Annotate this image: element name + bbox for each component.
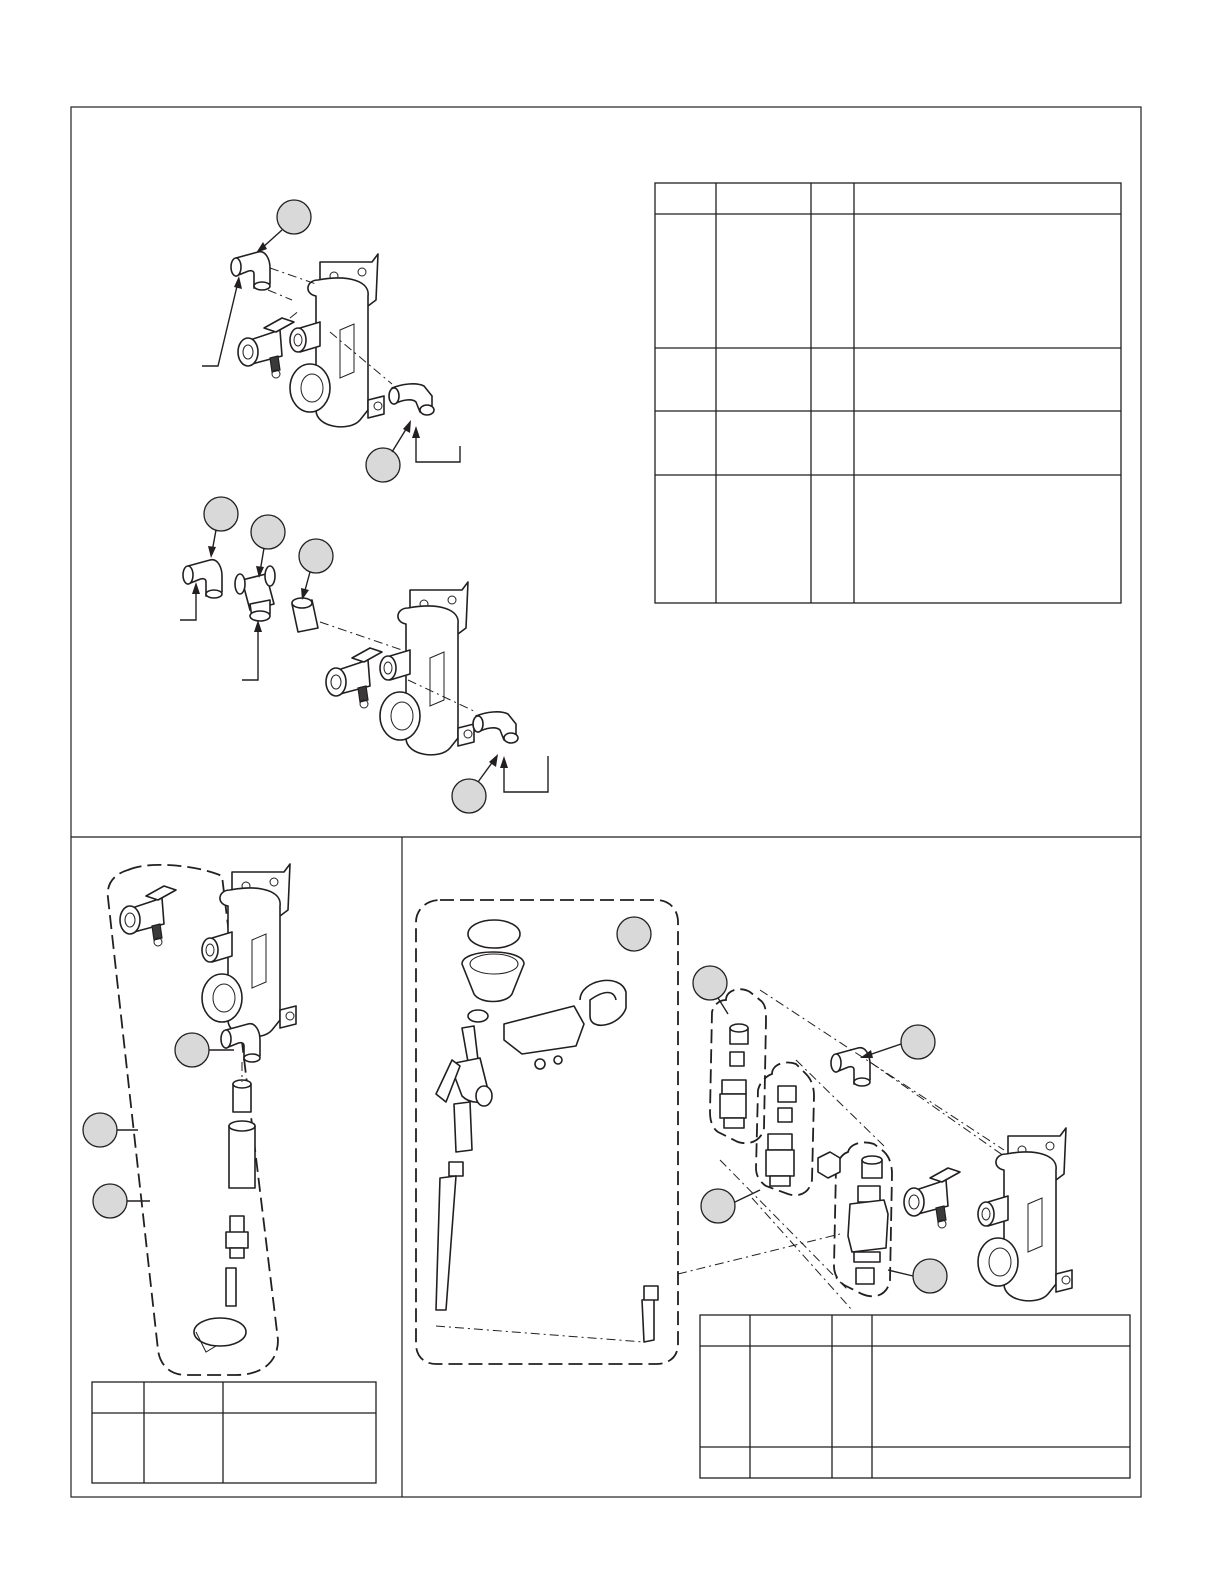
callout-balloon-2 — [366, 448, 400, 482]
pipe-clamp — [194, 1318, 246, 1352]
long-nipple — [229, 1121, 255, 1188]
elbow-fitting-6 — [831, 1048, 870, 1086]
callout-balloon-5 — [299, 539, 333, 573]
elbow-fitting-3 — [183, 560, 222, 598]
callout-balloon-13 — [701, 1189, 735, 1223]
callout-balloon-14 — [913, 1259, 947, 1293]
elbow-fitting-2 — [389, 384, 434, 415]
hex-nut — [818, 1152, 840, 1178]
callout-balloon-4 — [251, 515, 285, 549]
lower-left-panel — [83, 864, 376, 1483]
elbow-fitting-5 — [221, 1024, 260, 1062]
callout-balloon-7 — [175, 1033, 209, 1067]
upper-assembly-1 — [202, 200, 460, 482]
supply-tube — [226, 1268, 236, 1306]
lower-right-parts-table — [700, 1315, 1130, 1478]
compression-fitting — [226, 1216, 248, 1258]
upper-assembly-2 — [180, 497, 548, 813]
callout-balloon-9 — [93, 1184, 127, 1218]
callout-balloon-3 — [204, 497, 238, 531]
upper-panel — [180, 183, 1121, 813]
callout-balloon-11 — [693, 966, 727, 1000]
lower-left-parts-table — [92, 1382, 376, 1483]
callout-balloon-8 — [83, 1113, 117, 1147]
callout-balloon-10 — [617, 917, 651, 951]
valve-group-2 — [766, 1086, 796, 1186]
callout-balloon-12 — [901, 1025, 935, 1059]
nipple-fitting — [292, 598, 318, 632]
showerhead — [436, 920, 524, 1310]
elbow-fitting-4 — [473, 712, 518, 743]
valve-group-1 — [720, 1024, 748, 1128]
lower-pipe-segment — [642, 1286, 658, 1342]
valve-group-3 — [848, 1156, 888, 1284]
short-nipple — [233, 1080, 251, 1112]
wall-bracket — [504, 980, 626, 1069]
callout-balloon-1 — [277, 200, 311, 234]
upper-parts-table — [655, 183, 1121, 603]
callout-balloon-6 — [452, 779, 486, 813]
lower-right-panel — [416, 900, 1130, 1478]
tee-fitting — [235, 566, 275, 621]
